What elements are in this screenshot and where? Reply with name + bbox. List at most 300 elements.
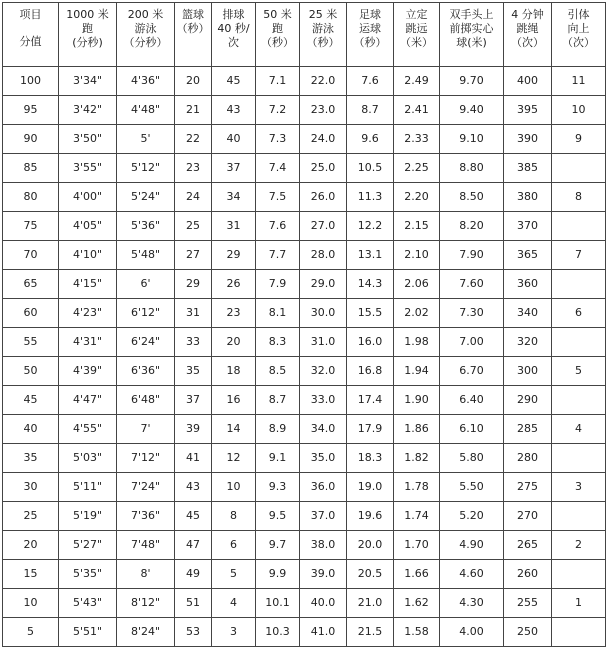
table-cell [552,502,606,531]
table-cell: 4'05" [59,212,117,241]
column-header-line: 运球 [359,22,381,35]
table-cell: 7'24" [117,473,175,502]
column-header-line: （分秒） [123,36,168,49]
column-header [256,3,300,67]
table-cell: 37 [175,386,212,415]
table-row [3,125,606,154]
table-cell: 29 [175,270,212,299]
score-value-cell: 60 [3,299,59,328]
table-cell: 20.0 [347,531,394,560]
table-cell: 8.3 [256,328,300,357]
column-header-line: 篮球 [182,8,204,21]
table-cell: 4'39" [59,357,117,386]
table-cell: 26.0 [300,183,347,212]
table-cell: 2.41 [394,96,440,125]
table-cell: 2 [552,531,606,560]
table-cell: 5.20 [440,502,504,531]
table-cell: 7.6 [347,67,394,96]
table-cell: 2.33 [394,125,440,154]
column-header [552,3,606,67]
table-cell: 24 [175,183,212,212]
table-row [3,415,606,444]
table-cell [552,328,606,357]
table-cell: 255 [504,589,552,618]
table-cell: 10.1 [256,589,300,618]
table-cell: 39 [175,415,212,444]
column-header-line: 球(米) [456,36,487,49]
column-header-line: （秒） [176,22,210,35]
table-cell: 400 [504,67,552,96]
table-cell: 6'12" [117,299,175,328]
column-header-line: 游泳 [312,22,334,35]
table-row [3,357,606,386]
table-cell: 5'27" [59,531,117,560]
table-cell: 32.0 [300,357,347,386]
table-cell: 5' [117,125,175,154]
table-cell: 27.0 [300,212,347,241]
table-cell: 5 [552,357,606,386]
column-header-line: 游泳 [134,22,157,35]
table-cell: 360 [504,270,552,299]
table-cell: 35 [175,357,212,386]
score-value-cell: 20 [3,531,59,560]
table-cell: 20 [175,67,212,96]
table-cell: 7.90 [440,241,504,270]
table-cell: 47 [175,531,212,560]
table-cell: 31 [175,299,212,328]
column-header [175,3,212,67]
column-header-line: 次 [228,36,239,49]
column-header [394,3,440,67]
table-cell: 4'55" [59,415,117,444]
table-cell: 9.70 [440,67,504,96]
table-cell: 9.7 [256,531,300,560]
table-cell [552,212,606,241]
table-cell: 7.3 [256,125,300,154]
table-cell: 33 [175,328,212,357]
table-cell: 37.0 [300,502,347,531]
table-cell: 4'23" [59,299,117,328]
table-cell: 8.7 [347,96,394,125]
table-cell: 4.00 [440,618,504,647]
table-cell: 7.60 [440,270,504,299]
table-cell: 10 [552,96,606,125]
table-cell: 33.0 [300,386,347,415]
table-cell: 1.78 [394,473,440,502]
column-header-line: 足球 [359,8,381,21]
column-header-line: 向上 [567,22,590,35]
score-value-cell: 40 [3,415,59,444]
table-cell: 30.0 [300,299,347,328]
table-cell: 7'36" [117,502,175,531]
table-cell: 21.0 [347,589,394,618]
table-cell: 1.58 [394,618,440,647]
table-cell: 6 [552,299,606,328]
table-cell: 8.20 [440,212,504,241]
table-row [3,502,606,531]
table-row [3,560,606,589]
table-cell: 35.0 [300,444,347,473]
table-cell: 23 [212,299,256,328]
table-cell: 14.3 [347,270,394,299]
table-cell: 45 [175,502,212,531]
table-cell: 8.50 [440,183,504,212]
table-cell: 1.90 [394,386,440,415]
score-value-cell: 65 [3,270,59,299]
table-cell: 1 [552,589,606,618]
column-header-line: 25 米 [308,8,338,21]
column-header-line: （秒） [306,36,340,49]
table-cell: 8 [552,183,606,212]
table-cell: 4.60 [440,560,504,589]
table-cell: 5'24" [117,183,175,212]
table-cell: 3 [212,618,256,647]
table-cell: 4.30 [440,589,504,618]
table-cell: 2.15 [394,212,440,241]
score-value-cell: 30 [3,473,59,502]
table-cell: 265 [504,531,552,560]
column-header [300,3,347,67]
table-cell: 320 [504,328,552,357]
table-cell: 20.5 [347,560,394,589]
table-cell: 5'51" [59,618,117,647]
table-cell: 34 [212,183,256,212]
table-cell: 365 [504,241,552,270]
table-row [3,473,606,502]
column-header [504,3,552,67]
table-row [3,270,606,299]
table-cell: 260 [504,560,552,589]
table-cell: 380 [504,183,552,212]
table-cell: 4'10" [59,241,117,270]
table-cell: 49 [175,560,212,589]
table-cell: 8.7 [256,386,300,415]
table-cell: 7.9 [256,270,300,299]
table-cell: 2.02 [394,299,440,328]
table-cell: 340 [504,299,552,328]
table-row [3,618,606,647]
table-cell: 2.49 [394,67,440,96]
table-cell: 8'24" [117,618,175,647]
table-cell: 5 [212,560,256,589]
table-cell: 1.98 [394,328,440,357]
table-cell: 41.0 [300,618,347,647]
table-cell: 8' [117,560,175,589]
table-cell: 14 [212,415,256,444]
table-body [3,67,606,647]
score-table-container [2,2,606,647]
table-cell: 2.10 [394,241,440,270]
table-cell: 16.0 [347,328,394,357]
table-cell: 9.6 [347,125,394,154]
score-table [2,2,606,647]
table-cell: 43 [212,96,256,125]
table-cell: 51 [175,589,212,618]
table-cell: 1.82 [394,444,440,473]
table-cell: 40 [212,125,256,154]
table-cell: 5'12" [117,154,175,183]
table-cell: 27 [175,241,212,270]
table-cell: 270 [504,502,552,531]
header-row [3,3,606,67]
column-header-line: 40 秒/ [217,22,250,35]
table-cell: 29.0 [300,270,347,299]
score-value-cell: 5 [3,618,59,647]
column-header-line: 50 米 [263,8,292,21]
table-cell: 7.30 [440,299,504,328]
table-cell: 8.1 [256,299,300,328]
table-cell: 8'12" [117,589,175,618]
table-cell: 6.40 [440,386,504,415]
table-row [3,154,606,183]
table-cell: 7.7 [256,241,300,270]
table-cell: 11 [552,67,606,96]
table-cell: 7'12" [117,444,175,473]
table-cell: 5'48" [117,241,175,270]
column-header-line: （秒） [353,36,387,49]
table-cell: 29 [212,241,256,270]
table-cell: 7.2 [256,96,300,125]
column-header-line: （米） [400,36,433,49]
table-cell: 5.50 [440,473,504,502]
table-cell: 7'48" [117,531,175,560]
table-cell: 2.06 [394,270,440,299]
table-cell: 15.5 [347,299,394,328]
table-cell: 25.0 [300,154,347,183]
table-cell: 16.8 [347,357,394,386]
table-cell: 12.2 [347,212,394,241]
column-header-line: （次） [562,36,595,49]
table-cell: 17.4 [347,386,394,415]
table-cell: 5'11" [59,473,117,502]
table-row [3,299,606,328]
table-cell: 7.00 [440,328,504,357]
table-cell: 19.0 [347,473,394,502]
table-cell: 395 [504,96,552,125]
table-cell: 36.0 [300,473,347,502]
table-cell: 6.70 [440,357,504,386]
table-cell [552,154,606,183]
table-cell: 23.0 [300,96,347,125]
table-cell: 1.62 [394,589,440,618]
table-cell: 10 [212,473,256,502]
table-cell: 290 [504,386,552,415]
table-row [3,212,606,241]
column-header-line: (分秒) [72,36,103,49]
table-row [3,589,606,618]
table-cell: 5'35" [59,560,117,589]
table-cell: 300 [504,357,552,386]
table-cell: 9.9 [256,560,300,589]
table-cell: 13.1 [347,241,394,270]
column-header-line: （次） [511,36,544,49]
column-header [59,3,117,67]
table-cell: 18 [212,357,256,386]
table-cell: 31 [212,212,256,241]
column-header-line: 跳绳 [516,22,539,35]
table-cell: 20 [212,328,256,357]
table-cell: 9.10 [440,125,504,154]
score-value-cell: 80 [3,183,59,212]
table-cell: 17.9 [347,415,394,444]
table-cell: 5.80 [440,444,504,473]
table-cell: 4 [552,415,606,444]
table-cell: 9 [552,125,606,154]
column-header-line: 前掷实心 [449,22,494,35]
column-header-line: 项目 [19,8,42,21]
column-header [117,3,175,67]
table-cell: 8.80 [440,154,504,183]
table-cell [552,618,606,647]
table-cell: 5'19" [59,502,117,531]
table-cell [552,560,606,589]
table-cell: 4'47" [59,386,117,415]
table-cell: 8.5 [256,357,300,386]
score-value-cell: 55 [3,328,59,357]
table-cell [552,270,606,299]
column-header-line: 引体 [567,8,590,21]
column-header-line: 双手头上 [449,8,494,21]
table-cell: 9.3 [256,473,300,502]
table-cell: 3'34" [59,67,117,96]
table-cell: 1.66 [394,560,440,589]
table-cell: 31.0 [300,328,347,357]
table-row [3,328,606,357]
table-cell [552,386,606,415]
column-header-line: 分值 [19,35,42,48]
table-cell: 5'43" [59,589,117,618]
table-cell: 11.3 [347,183,394,212]
table-cell: 7' [117,415,175,444]
table-cell: 12 [212,444,256,473]
column-header-line: 4 分钟 [511,8,544,21]
table-cell: 4'31" [59,328,117,357]
table-cell: 1.70 [394,531,440,560]
table-cell: 7.5 [256,183,300,212]
table-row [3,241,606,270]
table-cell: 25 [175,212,212,241]
column-header-line: （秒） [261,36,294,49]
table-cell: 8.9 [256,415,300,444]
table-cell: 3'42" [59,96,117,125]
score-value-cell: 35 [3,444,59,473]
table-cell: 8 [212,502,256,531]
column-header [212,3,256,67]
score-value-cell: 25 [3,502,59,531]
table-cell: 39.0 [300,560,347,589]
table-cell: 4'48" [117,96,175,125]
table-cell: 275 [504,473,552,502]
table-cell: 1.74 [394,502,440,531]
table-row [3,96,606,125]
table-cell: 4'00" [59,183,117,212]
table-cell: 3 [552,473,606,502]
score-value-cell: 75 [3,212,59,241]
table-cell: 10.3 [256,618,300,647]
table-cell: 4.90 [440,531,504,560]
table-cell: 23 [175,154,212,183]
score-value-cell: 95 [3,96,59,125]
table-cell: 37 [212,154,256,183]
table-cell: 3'55" [59,154,117,183]
column-header [347,3,394,67]
table-row [3,67,606,96]
table-cell: 385 [504,154,552,183]
column-header-line: 立定 [405,8,428,21]
table-cell: 7.4 [256,154,300,183]
score-value-cell: 15 [3,560,59,589]
table-cell: 7 [552,241,606,270]
table-cell: 18.3 [347,444,394,473]
table-cell: 4 [212,589,256,618]
score-value-cell: 70 [3,241,59,270]
column-header-line: 跑 [82,22,93,35]
table-cell: 21 [175,96,212,125]
table-cell: 7.6 [256,212,300,241]
table-row [3,183,606,212]
table-cell: 7.1 [256,67,300,96]
table-cell: 9.5 [256,502,300,531]
column-header [440,3,504,67]
table-cell: 10.5 [347,154,394,183]
table-cell: 21.5 [347,618,394,647]
table-cell: 2.25 [394,154,440,183]
table-cell: 6'48" [117,386,175,415]
column-header-line: 排球 [222,8,245,21]
table-cell: 38.0 [300,531,347,560]
column-header-line: 200 米 [127,8,164,21]
table-cell: 53 [175,618,212,647]
table-cell: 9.1 [256,444,300,473]
column-header-line: 跑 [272,22,283,35]
table-cell: 22 [175,125,212,154]
score-value-cell: 90 [3,125,59,154]
table-cell: 34.0 [300,415,347,444]
table-cell: 390 [504,125,552,154]
table-cell: 19.6 [347,502,394,531]
table-cell: 24.0 [300,125,347,154]
column-header-line: 跳远 [405,22,428,35]
table-cell: 16 [212,386,256,415]
table-cell: 6'36" [117,357,175,386]
column-header-line: 1000 米 [66,8,109,21]
table-cell: 6 [212,531,256,560]
table-cell: 5'36" [117,212,175,241]
table-cell: 285 [504,415,552,444]
table-cell: 6' [117,270,175,299]
table-cell: 26 [212,270,256,299]
table-cell: 1.86 [394,415,440,444]
table-row [3,444,606,473]
table-cell [552,444,606,473]
score-value-cell: 85 [3,154,59,183]
table-cell: 45 [212,67,256,96]
table-cell: 3'50" [59,125,117,154]
table-cell: 28.0 [300,241,347,270]
table-header [3,3,606,67]
table-cell: 6.10 [440,415,504,444]
table-cell: 2.20 [394,183,440,212]
table-cell: 4'36" [117,67,175,96]
table-row [3,386,606,415]
table-cell: 1.94 [394,357,440,386]
score-value-cell: 45 [3,386,59,415]
column-header [3,3,59,67]
table-cell: 280 [504,444,552,473]
table-cell: 22.0 [300,67,347,96]
table-cell: 4'15" [59,270,117,299]
table-cell: 41 [175,444,212,473]
